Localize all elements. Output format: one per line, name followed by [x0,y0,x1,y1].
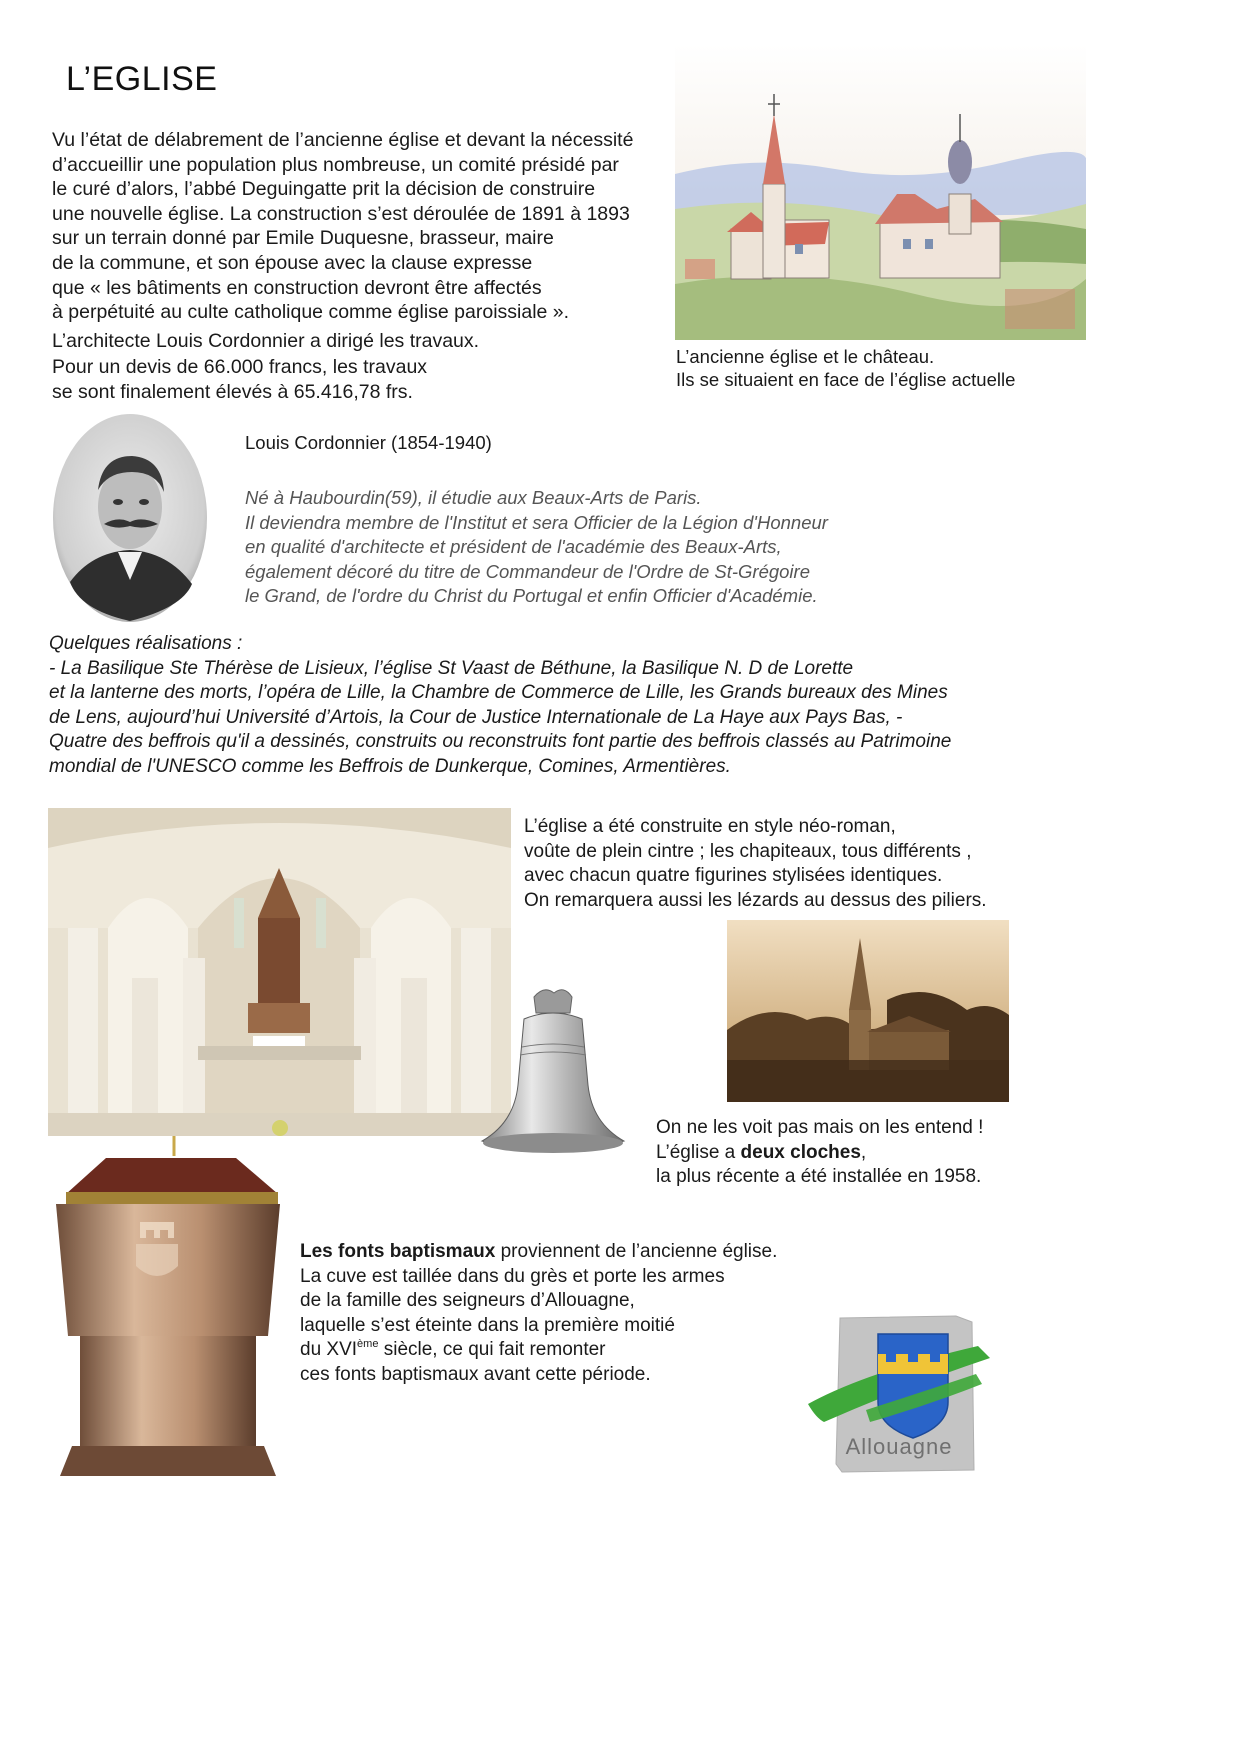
intro-text [52,128,633,405]
caption-line: L’ancienne église et le château. [676,346,935,367]
bells-line: la plus récente a été installée en 1958. [656,1166,982,1187]
bio-line: Il deviendra membre de l'Institut et sera Officier de la Légion d'Honneur [245,511,828,533]
bells-text [656,1116,983,1190]
style-line: voûte de plein cintre ; les chapiteaux, tous différents , [524,840,972,862]
bio-line: en qualité d'architecte et président de l'académie des Beaux-Arts, [245,536,782,558]
text-line: se sont finalement élevés à 65.416,78 frs. [52,380,413,403]
text-line: que « les bâtiments en construction devront être affectés [52,276,542,299]
fonts-line: La cuve est taillée dans du grès et porte les armes [300,1265,725,1287]
architect-portrait [52,412,208,624]
century-rest: siècle, ce qui fait remonter [378,1339,606,1361]
text-line: sur un terrain donné par Emile Duquesne, brasseur, maire [52,227,554,250]
text-line: d’accueillir une population plus nombreuse, un comité présidé par [52,153,619,176]
style-text [524,815,987,913]
architect-bio [245,486,828,609]
church-interior-photo [48,808,511,1136]
century-suffix: ème [357,1338,379,1351]
works-line: mondial de l'UNESCO comme les Beffrois de Dunkerque, Comines, Armentières. [49,755,731,777]
text-line: L’architecte Louis Cordonnier a dirigé les travaux. [52,329,480,352]
works-heading: Quelques réalisations : [49,633,243,654]
bell-image [474,985,632,1155]
text-line: Pour un devis de 66.000 francs, les travaux [52,356,428,379]
style-line: avec chacun quatre figurines stylisées identiques. [524,865,943,886]
style-line: On remarquera aussi les lézards au dessus des piliers. [524,889,987,911]
baptismal-font-photo [46,1136,290,1476]
works-list [49,632,951,779]
fonts-line: ces fonts baptismaux avant cette période. [300,1363,651,1385]
bells-count: deux cloches [740,1141,861,1163]
century-prefix: du XVI [300,1339,358,1361]
bells-line: On ne les voit pas mais on les entend ! [656,1117,984,1138]
fonts-heading: Les fonts baptismaux [300,1241,496,1262]
works-line: de Lens, aujourd’hui Université d’Artois, la Cour de Justice Internationale de La Haye aux Pays Bas, - [49,706,903,728]
sepia-church-photo [727,920,1009,1102]
fonts-text [300,1240,777,1388]
fonts-line: de la famille des seigneurs d’Allouagne, [300,1290,635,1312]
text-line: Vu l’état de délabrement de l’ancienne église et devant la nécessité [52,129,634,151]
bio-line: le Grand, de l'ordre du Christ du Portugal et enfin Officier d'Académie. [245,585,818,607]
works-line: - La Basilique Ste Thérèse de Lisieux, l’église St Vaast de Béthune, la Basilique N. D de Lorette [49,657,854,679]
old-church-painting [675,44,1086,340]
old-church-caption [676,345,1015,391]
architect-name: Louis Cordonnier (1854-1940) [245,432,492,453]
works-line: et la lanterne des morts, l’opéra de Lille, la Chambre de Commerce de Lille, les Grands bureaux des Mines [49,682,948,703]
text-line: le curé d’alors, l’abbé Deguingatte prit la décision de construire [52,178,596,201]
fonts-line [300,1338,777,1363]
text-line: de la commune, et son épouse avec la clause expresse [52,251,533,274]
text-line: à perpétuité au culte catholique comme église paroissiale ». [52,301,570,324]
fonts-line: laquelle s’est éteinte dans la première moitié [300,1314,675,1336]
bells-text-suffix: , [860,1141,867,1163]
caption-line: Ils se situaient en face de l’église actuelle [676,369,1016,390]
text-line: une nouvelle église. La construction s’est déroulée de 1891 à 1893 [52,202,630,225]
fonts-line-rest: proviennent de l’ancienne église. [495,1241,778,1262]
fonts-line [300,1240,777,1265]
bio-line: Né à Haubourdin(59), il étudie aux Beaux-Arts de Paris. [245,487,702,508]
bells-line [656,1141,983,1166]
bio-line: également décoré du titre de Commandeur de l'Ordre de St-Grégoire [245,560,810,582]
page-title: L’EGLISE [66,60,218,98]
logo-town-name: Allouagne [845,1434,953,1459]
style-line: L’église a été construite en style néo-roman, [524,816,896,837]
allouagne-logo [806,1314,992,1474]
works-line: Quatre des beffrois qu'il a dessinés, construits ou reconstruits font partie des beffrois classés au Patrimoine [49,731,952,752]
bells-text-prefix: L’église a [656,1141,741,1163]
